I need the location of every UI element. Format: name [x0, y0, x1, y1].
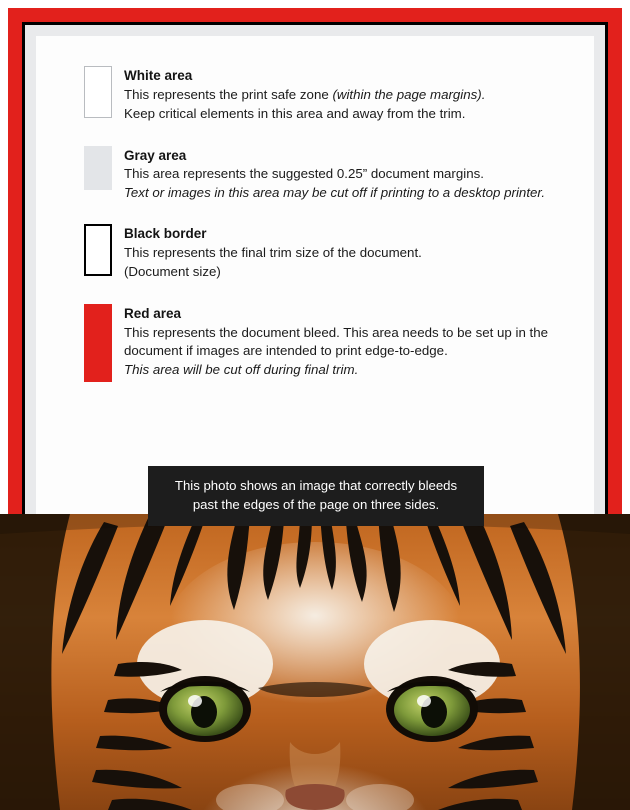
legend-item-text: [124, 304, 554, 380]
legend-item-body: [124, 165, 554, 203]
red-swatch-icon: [84, 304, 112, 382]
legend-item-title: Red area: [124, 305, 182, 321]
tiger-face-photo: [0, 514, 630, 810]
legend-item-text: [124, 66, 554, 124]
legend-line-1: This represents the final trim size of the document.: [124, 244, 422, 260]
legend-line-1: This represents the document bleed. This area needs to be set up in the document if images are intended to print edge-to-edge.: [124, 324, 549, 359]
legend-item-gray-area: [84, 146, 554, 204]
legend-item-red-area: [84, 304, 554, 382]
legend-item-text: [124, 224, 554, 282]
legend: [84, 66, 554, 382]
legend-line-2: Keep critical elements in this area and away from the trim.: [124, 105, 466, 121]
legend-item-white-area: [84, 66, 554, 124]
legend-item-body: [124, 324, 554, 381]
gray-swatch-icon: [84, 146, 112, 190]
legend-item-title: Gray area: [124, 147, 187, 163]
black-border-swatch-icon: [84, 224, 112, 276]
legend-line-2-italic: This area will be cut off during final trim.: [124, 362, 359, 378]
legend-line-1: This area represents the suggested 0.25” document margins.: [124, 166, 484, 182]
legend-line-2-italic: Text or images in this area may be cut off if printing to a desktop printer.: [124, 185, 546, 201]
white-swatch-icon: [84, 66, 112, 118]
legend-line-italic: (within the page margins).: [332, 86, 486, 102]
legend-item-body: [124, 244, 554, 282]
legend-item-body: [124, 86, 554, 124]
legend-item-title: White area: [124, 68, 193, 83]
legend-item-text: [124, 146, 554, 204]
legend-line-plain: This represents the print safe zone: [124, 86, 333, 102]
legend-line-2: (Document size): [124, 263, 221, 279]
photo-caption: This photo shows an image that correctly bleeds past the edges of the page on three sides.: [148, 466, 484, 526]
legend-item-black-border: [84, 224, 554, 282]
legend-item-title: Black border: [124, 226, 207, 242]
